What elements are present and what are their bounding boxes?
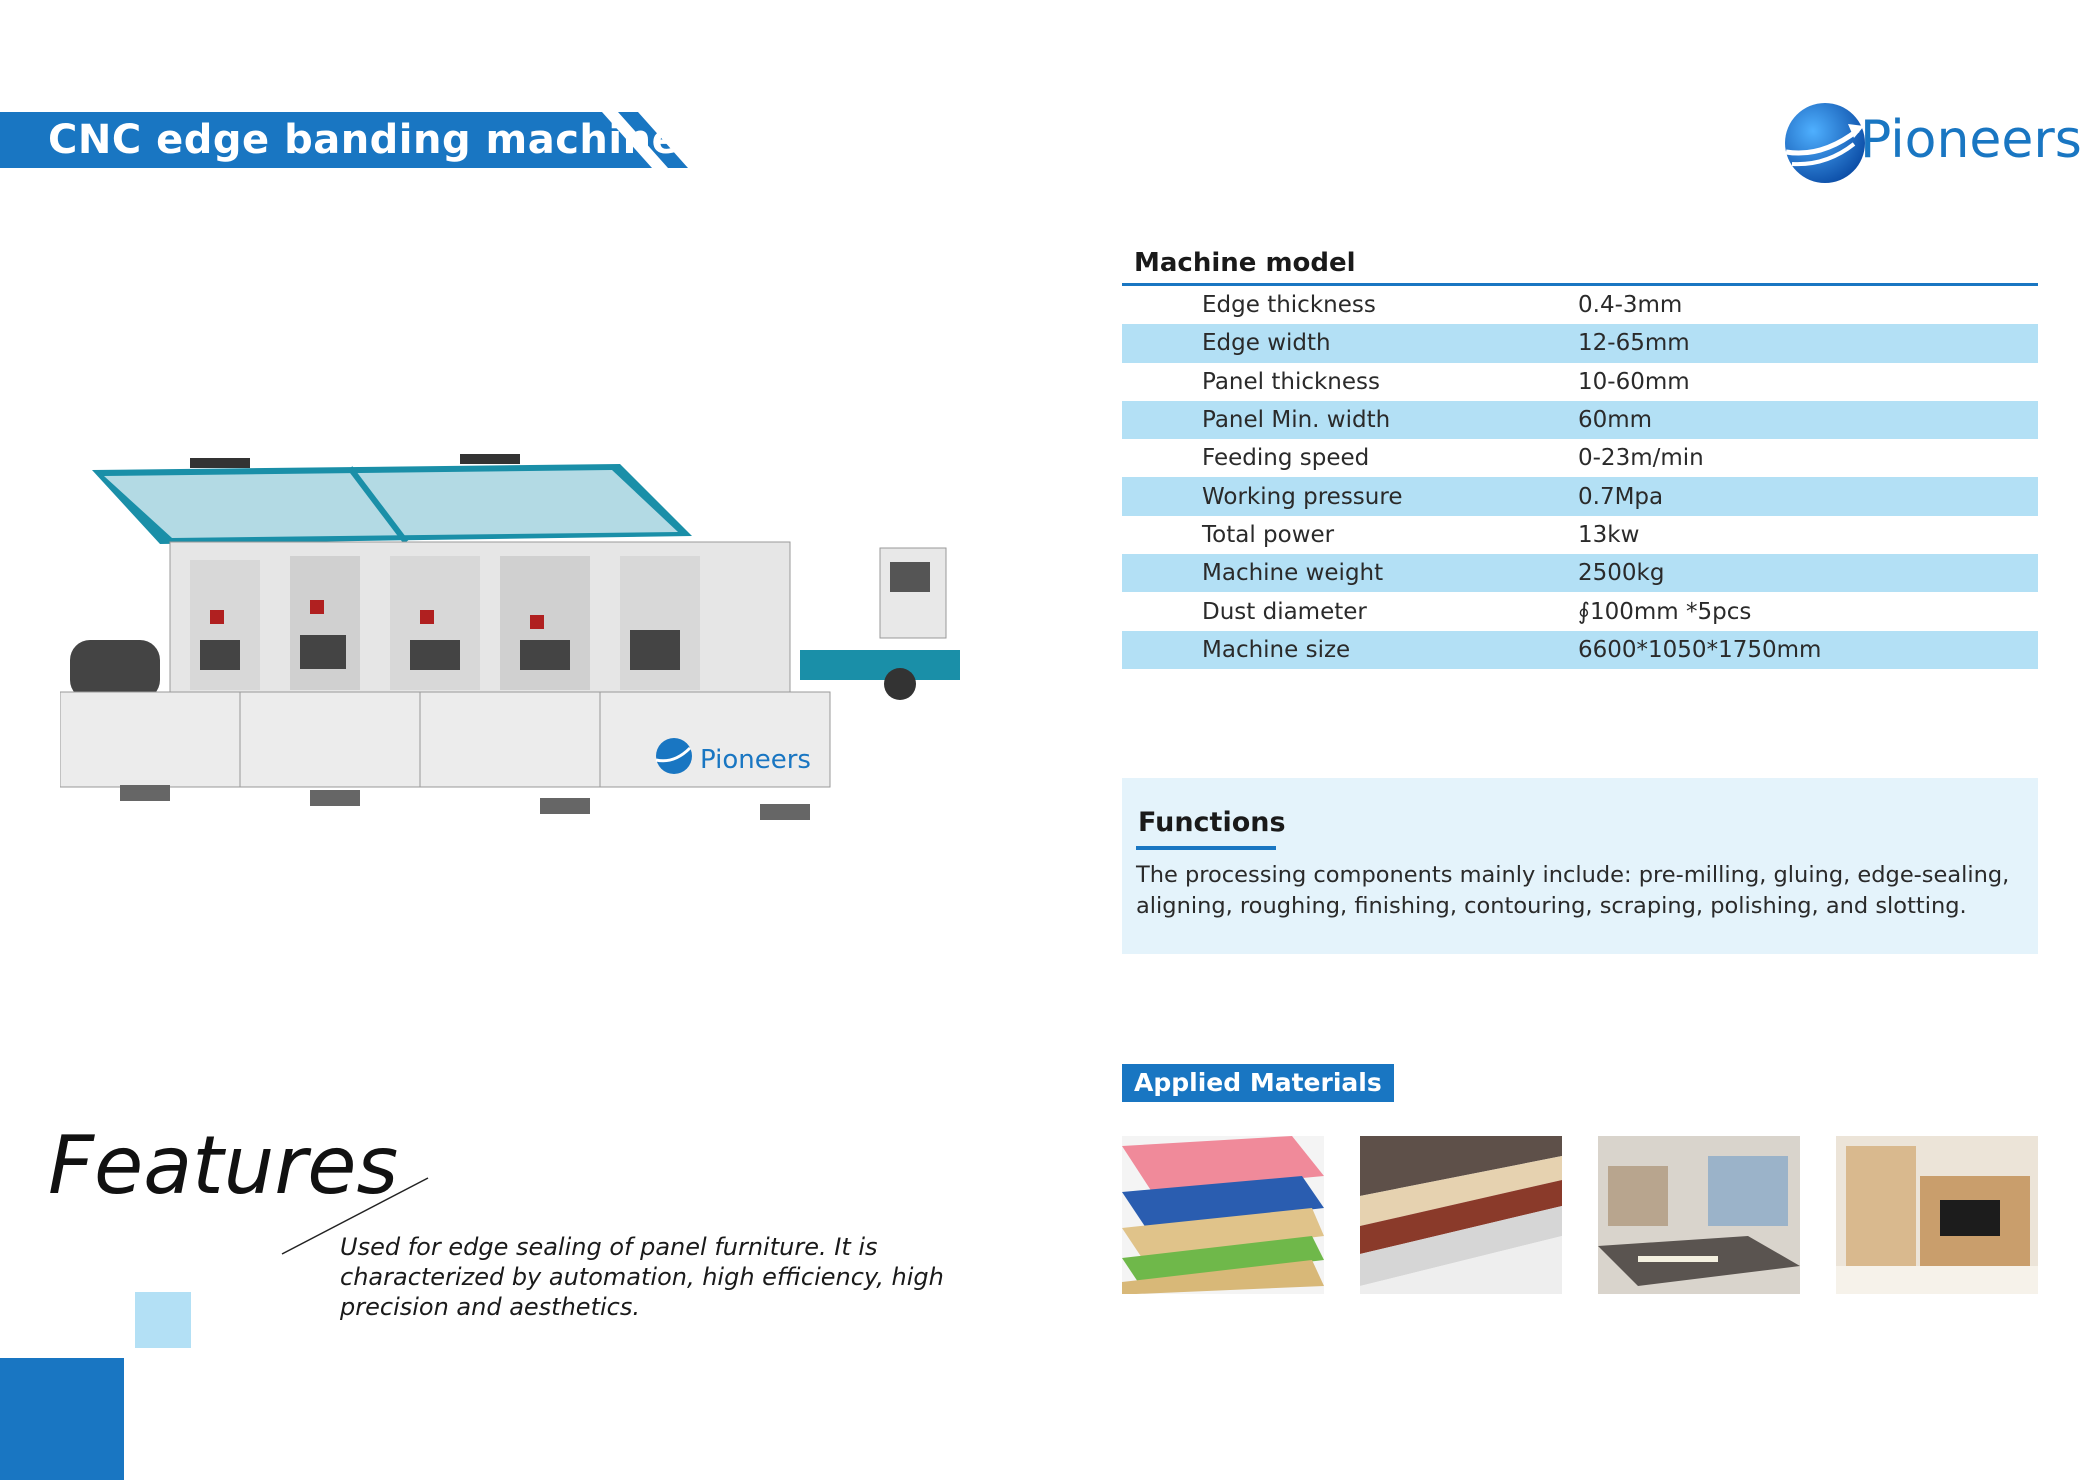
spec-value: 2500kg bbox=[1578, 560, 1665, 587]
spec-label: Working pressure bbox=[1202, 483, 1403, 510]
edge-banding-machine-illustration bbox=[60, 440, 990, 840]
material-image-office bbox=[1598, 1136, 1800, 1294]
spec-value: 60mm bbox=[1578, 407, 1653, 434]
spec-table bbox=[1122, 286, 2038, 669]
spec-value: 0.7Mpa bbox=[1578, 483, 1664, 510]
spec-value: 12-65mm bbox=[1578, 330, 1690, 357]
spec-label: Machine weight bbox=[1202, 560, 1384, 587]
machine-brand-label: Pioneers bbox=[700, 745, 811, 775]
decorative-square-dark bbox=[0, 1358, 124, 1480]
spec-row bbox=[1122, 592, 2038, 630]
spec-table-title: Machine model bbox=[1134, 248, 1356, 278]
spec-row bbox=[1122, 516, 2038, 554]
spec-row bbox=[1122, 363, 2038, 401]
spec-label: Panel Min. width bbox=[1202, 407, 1391, 434]
functions-underline bbox=[1136, 846, 1276, 850]
spec-label: Feeding speed bbox=[1202, 445, 1370, 472]
spec-value: 10-60mm bbox=[1578, 368, 1690, 395]
spec-label: Machine size bbox=[1202, 636, 1351, 663]
logo-text: Pioneers bbox=[1860, 110, 2082, 170]
spec-row bbox=[1122, 401, 2038, 439]
material-image-living-room bbox=[1836, 1136, 2038, 1294]
spec-row bbox=[1122, 477, 2038, 515]
spec-value: 0-23m/min bbox=[1578, 445, 1704, 472]
spec-row bbox=[1122, 554, 2038, 592]
functions-title: Functions bbox=[1138, 807, 1286, 838]
applied-materials-label: Applied Materials bbox=[1122, 1064, 1394, 1102]
spec-label: Edge width bbox=[1202, 330, 1331, 357]
spec-value: 13kw bbox=[1578, 521, 1640, 548]
spec-row bbox=[1122, 324, 2038, 362]
spec-label: Edge thickness bbox=[1202, 292, 1376, 319]
features-text: Used for edge sealing of panel furniture. It is characterized by automation, high efficiency, high precision and aesthetics. bbox=[340, 1233, 944, 1321]
page-title: CNC edge banding machine bbox=[48, 117, 680, 163]
spec-row bbox=[1122, 286, 2038, 324]
functions-text: The processing components mainly include: pre-milling, gluing, edge-sealing, aligning, roughing, finishing, contouring, scraping, polishing, and slotting. bbox=[1136, 862, 2010, 919]
spec-row bbox=[1122, 439, 2038, 477]
spec-label: Dust diameter bbox=[1202, 598, 1367, 625]
material-image-boards bbox=[1122, 1136, 1324, 1294]
spec-label: Total power bbox=[1202, 521, 1335, 548]
features-title: Features bbox=[48, 1119, 399, 1212]
spec-row bbox=[1122, 631, 2038, 669]
material-image-laminates bbox=[1360, 1136, 1562, 1294]
spec-value: ∮100mm *5pcs bbox=[1578, 598, 1752, 625]
spec-label: Panel thickness bbox=[1202, 368, 1381, 395]
decorative-square-light bbox=[135, 1292, 191, 1348]
spec-value: 0.4-3mm bbox=[1578, 292, 1683, 319]
spec-value: 6600*1050*1750mm bbox=[1578, 636, 1822, 663]
pioneers-logo-icon bbox=[1782, 100, 1868, 186]
